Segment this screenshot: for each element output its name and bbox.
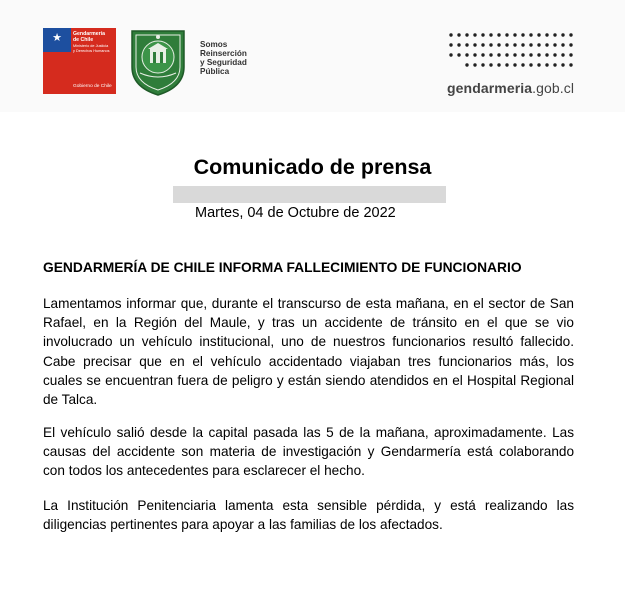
dot: [513, 63, 516, 66]
dot: [569, 33, 572, 36]
dot: [473, 63, 476, 66]
press-date: Martes, 04 de Octubre de 2022: [195, 205, 396, 221]
dot: [529, 63, 532, 66]
website-link[interactable]: gendarmeria.gob.cl: [447, 80, 575, 96]
dot: [497, 43, 500, 46]
dot: [505, 53, 508, 56]
dot: [457, 43, 460, 46]
dot: [481, 33, 484, 36]
dot: [505, 33, 508, 36]
dot: [553, 43, 556, 46]
dot: [569, 53, 572, 56]
redaction-bar: [173, 186, 446, 203]
dot: [473, 53, 476, 56]
dot: [569, 43, 572, 46]
dot: [513, 33, 516, 36]
dot: [521, 43, 524, 46]
dot: [465, 53, 468, 56]
dot: [497, 53, 500, 56]
paragraph-2: El vehículo salió desde la capital pasada las 5 de la mañana, aproximadamente. Las causas del accidente son materia de investigación y Gendarmería está colaborando con todos los antecedentes para esclarecer el hecho.: [43, 425, 574, 479]
dot-pattern-decoration: [448, 32, 574, 68]
dot: [473, 33, 476, 36]
dot: [545, 43, 548, 46]
star-icon: ★: [52, 32, 62, 44]
dot: [489, 43, 492, 46]
dot: [513, 53, 516, 56]
dot: [529, 33, 532, 36]
paragraph-3: La Institución Penitenciaria lamenta esta sensible pérdida, y está realizando las diligencias pertinentes para apoyar a las familias de los afectados.: [43, 498, 574, 533]
slogan: Somos Reinserción y Seguridad Pública: [200, 40, 247, 76]
logo-footer: Gobierno de Chile: [73, 84, 112, 89]
dot: [481, 63, 484, 66]
dot: [497, 33, 500, 36]
dot: [537, 63, 540, 66]
logo-sub-1: Ministerio de Justicia: [73, 44, 109, 48]
dot: [505, 63, 508, 66]
dot: [505, 43, 508, 46]
logo-line-1: Gendarmería: [73, 31, 106, 37]
dot: [545, 63, 548, 66]
headline: GENDARMERÍA DE CHILE INFORMA FALLECIMIENTO DE FUNCIONARIO: [43, 260, 522, 275]
dot: [449, 43, 452, 46]
dot: [449, 53, 452, 56]
dot: [465, 33, 468, 36]
dot: [561, 33, 564, 36]
dot: [553, 63, 556, 66]
dot: [449, 33, 452, 36]
dot: [553, 33, 556, 36]
dot: [489, 63, 492, 66]
dot: [489, 53, 492, 56]
dot: [537, 43, 540, 46]
dot: [465, 43, 468, 46]
dot: [553, 53, 556, 56]
dot: [545, 33, 548, 36]
dot: [489, 33, 492, 36]
dot: [457, 53, 460, 56]
gendarmeria-badge-icon: [126, 27, 190, 97]
dot: [473, 43, 476, 46]
dot: [513, 43, 516, 46]
gobierno-de-chile-logo: [43, 28, 116, 94]
letterhead: [0, 0, 625, 112]
dot: [561, 53, 564, 56]
dot: [521, 63, 524, 66]
dot: [497, 63, 500, 66]
page-title: Comunicado de prensa: [193, 155, 432, 179]
dot: [545, 53, 548, 56]
dot: [561, 63, 564, 66]
paragraph-1: Lamentamos informar que, durante el transcurso de esta mañana, en el sector de San Rafael, en la Región del Maule, y tras un accidente de tránsito en el que se vio involucrado un vehículo institucional, uno de nuestros funcionarios resultó fallecido. Cabe precisar que en el vehículo accidentado viajaban tres funcionarios más, los cuales se encuentran fuera de peligro y están siendo atendidos en el Hospital Regional de Talca.: [43, 296, 574, 408]
dot: [521, 53, 524, 56]
dot: [537, 33, 540, 36]
dot: [569, 63, 572, 66]
dot: [537, 53, 540, 56]
dot: [457, 33, 460, 36]
dot: [481, 53, 484, 56]
dot: [529, 43, 532, 46]
dot: [481, 43, 484, 46]
logo-line-2: de Chile: [73, 37, 94, 43]
dot: [529, 53, 532, 56]
logo-sub-2: y Derechos Humanos: [73, 48, 110, 53]
dot: [465, 63, 468, 66]
dot: [521, 33, 524, 36]
dot: [561, 43, 564, 46]
